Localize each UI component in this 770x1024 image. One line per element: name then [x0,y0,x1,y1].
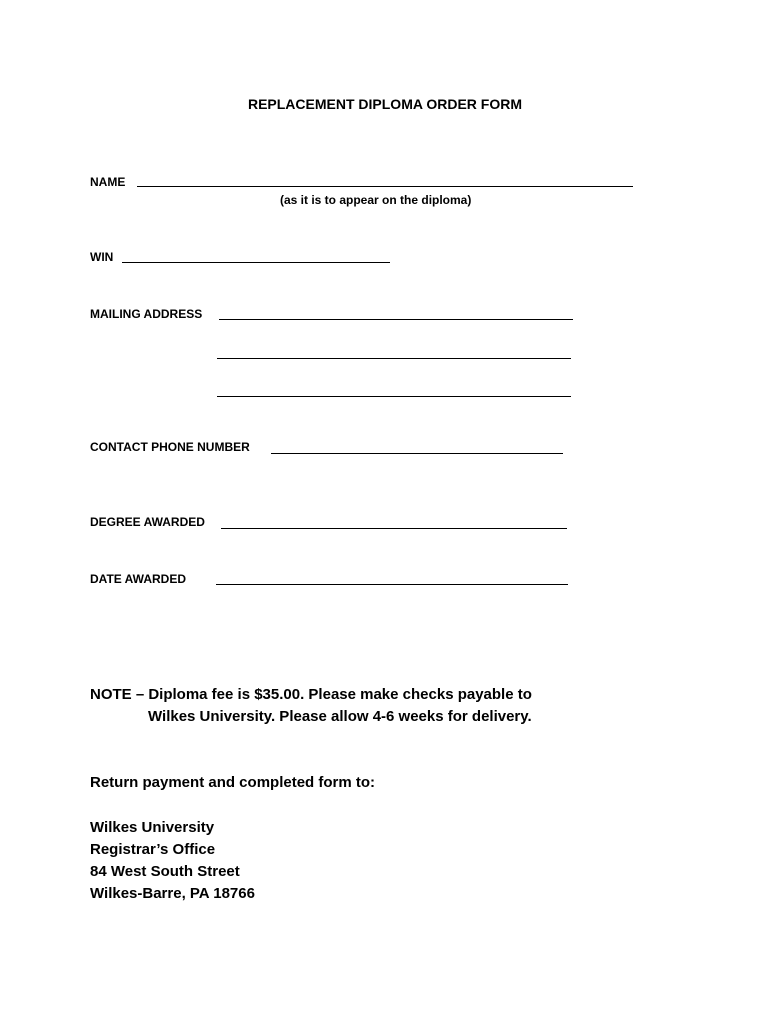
date-awarded-label: DATE AWARDED [90,572,186,586]
return-address [90,817,255,905]
name-field[interactable] [137,186,633,187]
name-hint: (as it is to appear on the diploma) [280,193,472,207]
form-title: REPLACEMENT DIPLOMA ORDER FORM [247,96,523,112]
address-line: Registrar’s Office [90,841,216,858]
phone-field[interactable] [271,453,563,454]
mailing-address-line-1[interactable] [219,319,573,320]
fee-note-line-1: NOTE – Diploma fee is $35.00. Please make checks payable to [90,686,532,703]
win-label: WIN [90,250,114,264]
address-line: Wilkes University [90,819,215,836]
mailing-address-line-2[interactable] [217,358,571,359]
win-field[interactable] [122,262,390,263]
phone-label: CONTACT PHONE NUMBER [90,440,250,454]
mailing-address-label: MAILING ADDRESS [90,307,203,321]
date-awarded-field[interactable] [216,584,568,585]
address-line: 84 West South Street [90,863,240,880]
degree-label: DEGREE AWARDED [90,515,205,529]
fee-note-line-2: Wilkes University. Please allow 4-6 weeks for delivery. [148,708,532,725]
mailing-address-line-3[interactable] [217,396,571,397]
return-heading: Return payment and completed form to: [90,774,376,791]
address-line: Wilkes-Barre, PA 18766 [90,885,255,902]
degree-field[interactable] [221,528,567,529]
name-label: NAME [90,175,126,189]
